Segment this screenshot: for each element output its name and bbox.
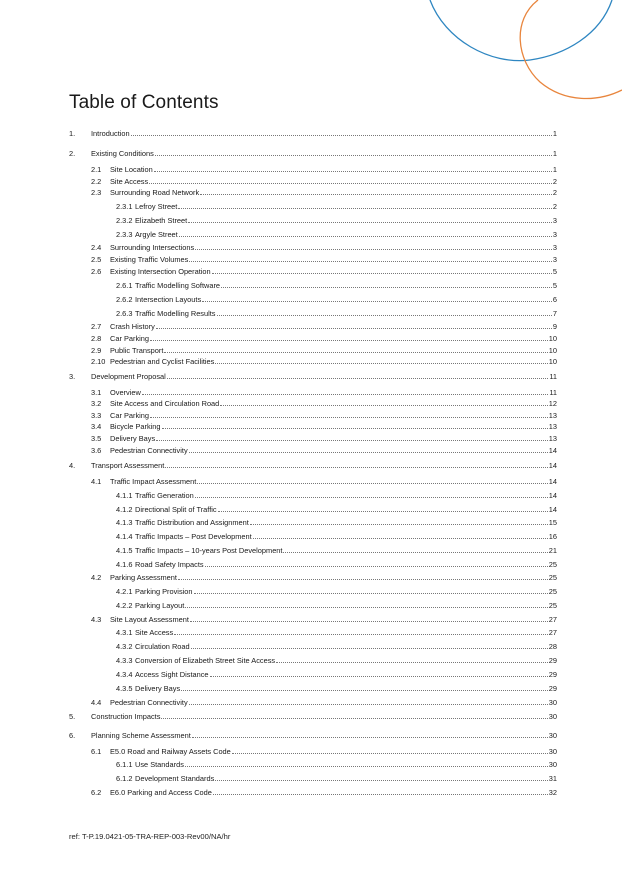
toc-entry-page: 13 [548,411,557,420]
toc-entry[interactable] [0,730,622,741]
toc-entry-label: Conversion of Elizabeth Street Site Access [135,656,276,665]
dot-leader [142,394,549,395]
toc-entry-label: Existing Traffic Volumes [110,255,189,264]
dot-leader [150,417,548,418]
toc-entry-page: 10 [548,334,557,343]
toc-entry-number: 4.1.4 [116,532,133,541]
toc-entry-number: 4.3.2 [116,642,133,651]
toc-entry-label: Argyle Street [135,230,178,239]
dot-leader [194,593,548,594]
toc-entry-page: 25 [548,560,557,569]
toc-entry[interactable] [0,759,622,770]
toc-entry-page: 2 [552,188,557,197]
dot-leader [189,261,552,262]
dot-leader [200,194,552,195]
dot-leader [202,301,552,302]
toc-entry[interactable] [0,266,622,277]
toc-entry[interactable] [0,410,622,421]
toc-entry-page: 7 [552,309,557,318]
toc-entry-number: 3.2 [91,399,102,408]
toc-entry-page: 14 [548,461,557,470]
dot-leader [220,405,547,406]
toc-entry-page: 30 [548,747,557,756]
toc-entry-page: 1 [552,165,557,174]
toc-entry[interactable] [0,683,622,694]
toc-entry-page: 3 [552,216,557,225]
toc-entry-number: 2.6.1 [116,281,133,290]
dot-leader [165,467,548,468]
toc-entry-label: Pedestrian Connectivity [110,698,188,707]
toc-entry-page: 27 [548,628,557,637]
toc-entry-label: Public Transport [110,346,164,355]
toc-entry-page: 6 [552,295,557,304]
dot-leader [210,676,548,677]
toc-entry[interactable] [0,697,622,708]
toc-entry[interactable] [0,308,622,319]
dot-leader [154,171,552,172]
toc-entry-number: 2.4 [91,243,102,252]
toc-entry[interactable] [0,476,622,487]
dot-leader [155,155,552,156]
toc-entry-page: 25 [548,587,557,596]
toc-entry-label: Elizabeth Street [135,216,188,225]
toc-entry-number: 2.3.1 [116,202,133,211]
toc-entry-page: 27 [548,615,557,624]
toc-entry-number: 6. [69,731,76,740]
dot-leader [215,363,547,364]
toc-entry-number: 2.8 [91,334,102,343]
dot-leader [205,566,548,567]
dot-leader [215,780,547,781]
toc-entry-number: 4.2 [91,573,102,582]
toc-entry-label: Road Safety Impacts [135,560,204,569]
toc-entry[interactable] [0,572,622,583]
toc-entry-page: 1 [552,149,557,158]
dot-leader [276,662,548,663]
toc-entry[interactable] [0,187,622,198]
toc-entry-label: Delivery Bays [135,684,181,693]
toc-entry[interactable] [0,371,622,382]
toc-entry-label: Traffic Impacts – 10-years Post Development [135,546,283,555]
toc-entry-number: 2.6.3 [116,309,133,318]
toc-entry-page: 2 [552,202,557,211]
toc-entry-page: 29 [548,670,557,679]
toc-entry-number: 3. [69,372,76,381]
toc-entry-page: 5 [552,267,557,276]
toc-entry-number: 4.2.2 [116,601,133,610]
toc-entry-label: Car Parking [110,411,150,420]
toc-entry-page: 11 [549,372,557,381]
toc-entry-label: Planning Scheme Assessment [91,731,191,740]
toc-entry-page: 21 [548,546,557,555]
toc-entry-page: 32 [548,788,557,797]
toc-entry-page: 29 [548,656,557,665]
toc-entry[interactable] [0,586,622,597]
toc-entry[interactable] [0,614,622,625]
toc-entry-label: Site Access and Circulation Road [110,399,220,408]
toc-entry-page: 9 [552,322,557,331]
toc-entry[interactable] [0,655,622,666]
toc-entry-number: 4.4 [91,698,102,707]
toc-entry-label: Surrounding Road Network [110,188,200,197]
toc-entry-label: Introduction [91,129,130,138]
toc-entry-label: E6.0 Parking and Access Code [110,788,212,797]
toc-entry-number: 4.1.6 [116,560,133,569]
toc-entry-label: Construction Impacts [91,712,161,721]
toc-entry-label: Traffic Impact Assessment [110,477,197,486]
dot-leader [218,511,548,512]
toc-entry-number: 2.7 [91,322,102,331]
dot-leader [161,718,547,719]
toc-entry-number: 2.2 [91,177,102,186]
dot-leader [217,315,552,316]
toc-entry[interactable] [0,490,622,501]
toc-entry-label: Existing Conditions [91,149,154,158]
toc-entry[interactable] [0,345,622,356]
toc-entry-number: 2.1 [91,165,102,174]
toc-entry-page: 2 [552,177,557,186]
dot-leader [174,634,548,635]
toc-entry-page: 28 [548,642,557,651]
dot-leader [197,483,548,484]
toc-entry[interactable] [0,421,622,432]
toc-entry-label: Surrounding Intersections [110,243,195,252]
toc-entry[interactable] [0,627,622,638]
toc-entry-label: Intersection Layouts [135,295,202,304]
toc-entry-number: 2.3.3 [116,230,133,239]
dot-leader [195,497,548,498]
toc-entry-page: 16 [548,532,557,541]
toc-entry-number: 4.1.2 [116,505,133,514]
toc-entry[interactable] [0,164,622,175]
toc-entry-label: Site Access [135,628,174,637]
toc-entry-number: 2.10 [91,357,106,366]
toc-entry[interactable] [0,433,622,444]
dot-leader [162,428,548,429]
toc-entry-page: 25 [548,573,557,582]
toc-entry-number: 2.3.2 [116,216,133,225]
toc-entry-label: Transport Assessment [91,461,165,470]
toc-entry-label: Traffic Modelling Results [135,309,216,318]
toc-entry[interactable] [0,321,622,332]
toc-entry-number: 3.4 [91,422,102,431]
footer-reference: ref: T-P.19.0421-05-TRA-REP-003-Rev00/NA/hr [69,832,231,841]
toc-entry-label: Pedestrian and Cyclist Facilities [110,357,215,366]
toc-entry-label: Use Standards [135,760,184,769]
dot-leader [188,222,552,223]
toc-entry[interactable] [0,531,622,542]
toc-entry-number: 4.1 [91,477,102,486]
dot-leader [179,236,552,237]
toc-entry[interactable] [0,460,622,471]
toc-entry-number: 4. [69,461,76,470]
toc-entry-page: 13 [548,434,557,443]
toc-entry-number: 4.3.5 [116,684,133,693]
dot-leader [156,440,548,441]
toc-entry[interactable] [0,517,622,528]
toc-entry-label: Traffic Generation [135,491,194,500]
toc-entry[interactable] [0,504,622,515]
toc-entry[interactable] [0,176,622,187]
dot-leader [189,452,548,453]
toc-entry-number: 6.1 [91,747,102,756]
dot-leader [167,378,549,379]
dot-leader [213,794,548,795]
dot-leader [221,287,552,288]
toc-entry[interactable] [0,148,622,159]
dot-leader [131,135,552,136]
toc-entry[interactable] [0,356,622,367]
toc-entry-label: Site Access [110,177,149,186]
toc-entry-number: 5. [69,712,76,721]
toc-entry[interactable] [0,600,622,611]
dot-leader [178,208,552,209]
toc-entry-page: 3 [552,243,557,252]
toc-entry[interactable] [0,773,622,784]
toc-entry-number: 2.3 [91,188,102,197]
toc-entry[interactable] [0,254,622,265]
toc-entry-number: 6.1.1 [116,760,133,769]
toc-entry[interactable] [0,333,622,344]
toc-entry-label: Directional Split of Traffic [135,505,217,514]
toc-entry[interactable] [0,242,622,253]
toc-entry-label: Development Standards [135,774,215,783]
dot-leader [189,704,548,705]
toc-entry-number: 4.3.4 [116,670,133,679]
toc-entry-number: 6.2 [91,788,102,797]
toc-entry-label: Parking Layout [135,601,185,610]
dot-leader [191,648,548,649]
toc-entry-label: E5.0 Road and Railway Assets Code [110,747,231,756]
toc-entry-number: 4.3 [91,615,102,624]
toc-entry-label: Traffic Impacts – Post Development [135,532,252,541]
toc-entry-page: 14 [548,446,557,455]
dot-leader [150,340,548,341]
dot-leader [178,579,548,580]
toc-entry-label: Bicycle Parking [110,422,161,431]
toc-entry[interactable] [0,669,622,680]
toc-entry-label: Car Parking [110,334,150,343]
toc-entry[interactable] [0,641,622,652]
toc-entry[interactable] [0,128,622,139]
toc-entry-number: 2.6 [91,267,102,276]
dot-leader [212,273,552,274]
toc-entry-label: Parking Provision [135,587,193,596]
toc-entry[interactable] [0,387,622,398]
toc-entry-number: 4.2.1 [116,587,133,596]
toc-entry-page: 5 [552,281,557,290]
toc-entry-label: Traffic Modelling Software [135,281,221,290]
toc-entry-page: 12 [548,399,557,408]
toc-entry[interactable] [0,787,622,798]
toc-entry-page: 29 [548,684,557,693]
toc-entry[interactable] [0,215,622,226]
toc-entry-page: 30 [548,698,557,707]
toc-entry-number: 3.3 [91,411,102,420]
toc-entry-label: Pedestrian Connectivity [110,446,188,455]
dot-leader [185,766,548,767]
toc-entry-label: Existing Intersection Operation [110,267,211,276]
toc-entry-number: 4.3.3 [116,656,133,665]
dot-leader [185,607,547,608]
dot-leader [253,538,548,539]
toc-entry[interactable] [0,445,622,456]
toc-entry-number: 4.1.5 [116,546,133,555]
toc-entry-number: 3.1 [91,388,102,397]
toc-entry-page: 10 [548,346,557,355]
dot-leader [149,183,552,184]
page-title: Table of Contents [69,92,219,113]
toc-entry-number: 2.5 [91,255,102,264]
toc-entry[interactable] [0,559,622,570]
toc-entry-label: Development Proposal [91,372,166,381]
toc-entry-number: 4.1.1 [116,491,133,500]
toc-entry-label: Lefroy Street [135,202,178,211]
dot-leader [283,552,547,553]
toc-entry[interactable] [0,201,622,212]
toc-entry[interactable] [0,294,622,305]
toc-entry-page: 25 [548,601,557,610]
toc-entry-number: 3.5 [91,434,102,443]
toc-entry-number: 1. [69,129,76,138]
dot-leader [232,753,548,754]
toc-entry-page: 14 [548,491,557,500]
dot-leader [190,621,548,622]
dot-leader [164,352,547,353]
toc-entry-page: 1 [552,129,557,138]
toc-entry-label: Parking Assessment [110,573,177,582]
toc-entry-page: 14 [548,505,557,514]
toc-entry-label: Site Layout Assessment [110,615,189,624]
toc-entry[interactable] [0,746,622,757]
toc-entry-number: 3.6 [91,446,102,455]
toc-entry-number: 4.1.3 [116,518,133,527]
toc-entry[interactable] [0,711,622,722]
toc-entry-label: Overview [110,388,141,397]
toc-entry[interactable] [0,229,622,240]
toc-entry-page: 30 [548,731,557,740]
toc-entry-page: 15 [548,518,557,527]
toc-entry-page: 3 [552,230,557,239]
toc-entry-number: 2.6.2 [116,295,133,304]
toc-entry-label: Delivery Bays [110,434,156,443]
toc-entry-page: 31 [548,774,557,783]
toc-entry[interactable] [0,280,622,291]
toc-entry-page: 3 [552,255,557,264]
toc-entry[interactable] [0,545,622,556]
toc-entry-number: 2.9 [91,346,102,355]
toc-entry-page: 30 [548,712,557,721]
dot-leader [195,249,552,250]
toc-entry-label: Access Sight Distance [135,670,209,679]
toc-entry-page: 30 [548,760,557,769]
toc-entry-page: 13 [548,422,557,431]
dot-leader [250,524,548,525]
toc-entry-label: Site Location [110,165,153,174]
toc-entry-number: 2. [69,149,76,158]
toc-entry-label: Crash History [110,322,155,331]
toc-entry-page: 11 [549,388,557,397]
toc-entry-label: Traffic Distribution and Assignment [135,518,249,527]
toc-entry[interactable] [0,398,622,409]
toc-entry-label: Circulation Road [135,642,190,651]
dot-leader [192,737,548,738]
toc-entry-number: 6.1.2 [116,774,133,783]
toc-entry-page: 10 [548,357,557,366]
toc-entry-number: 4.3.1 [116,628,133,637]
dot-leader [181,690,548,691]
dot-leader [156,328,552,329]
toc-entry-page: 14 [548,477,557,486]
